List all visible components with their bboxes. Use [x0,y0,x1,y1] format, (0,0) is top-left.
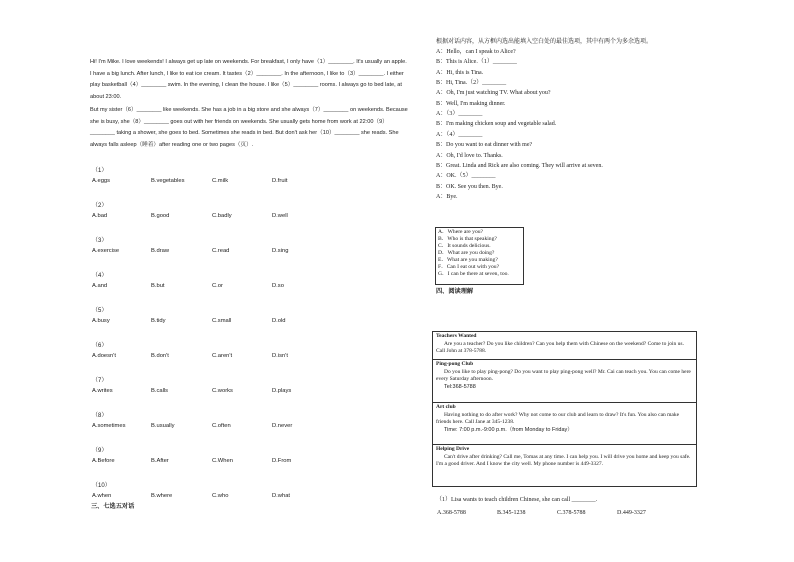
cloze-option[interactable]: D.never [272,423,293,429]
section-3-title: 三、七选五对话 [91,503,135,510]
dialogue-line: A：Hello，can I speak to Alice? [436,49,516,55]
ad-heading: Helping Drive [436,446,470,452]
dialogue-line: B：Hi, Tina.（2）________ [436,80,507,87]
section-4-title: 四、阅读理解 [436,288,474,295]
cloze-paragraph-2: But my sister（6）________ like weekends. She has a job in a big store and she always（7）________ on weekends. Because she is busy, she（8）________ goes out with her friends on weekends. She usually gets home from work at 22:00（9）________ taking a shower, she goes to bed. Sometimes she reads in bed. But don't ask her（10）________ she reads. She always falls asleep（睡着）after reading one or two pages（页）. [90,107,408,148]
ad-block [433,359,696,402]
dialogue-box-option: A．Where are you? [438,229,484,235]
cloze-option[interactable]: C.who [212,493,229,499]
dialogue-line: B：I'm making chicken soup and vegetable salad. [436,121,557,128]
reading-option[interactable]: B.345-1238 [497,510,526,516]
cloze-question-number: （9） [92,448,108,454]
ad-extra: Tel:368-5788 [444,383,476,390]
cloze-option[interactable]: C.milk [212,178,229,184]
cloze-option[interactable]: B.vegetables [151,178,185,184]
dialogue-box-option: G．I can be there at seven, too. [438,270,509,277]
cloze-option[interactable]: A.writes [92,388,113,394]
ad-block [433,402,696,444]
cloze-paragraph-1: Hi! I'm Mike. I love weekends! I always get up late on weekends. For breakfast, I only have（1）________. It's usually an apple. I have a big lunch. After lunch, I like to eat ice cream. It tastes（2）________. In the afternoon, I like to（3）________. I either play basketball（4）________ swim. In the evening, I clean the house. I like（5）________ rooms. I always go to bed late, at about 23:00. [90,59,407,100]
cloze-question-number: （10） [92,483,111,489]
cloze-option[interactable]: A.bad [92,213,108,219]
cloze-option[interactable]: D.isn't [272,353,288,359]
dialogue-line: A：OK.（5）________ [436,173,496,180]
dialogue-line: B：This is Alice.（1）________ [436,59,517,66]
cloze-option[interactable]: D.sing [272,248,289,254]
cloze-option[interactable]: C.badly [212,213,232,219]
ads-table [432,331,697,487]
cloze-option[interactable]: B.don't [151,353,169,359]
dialogue-line: B：Great. Linda and Rick are also coming. They will arrive at seven. [436,162,603,169]
cloze-question-number: （4） [92,273,108,279]
cloze-option[interactable]: C.aren't [212,353,233,359]
cloze-option[interactable]: A.busy [92,318,110,324]
cloze-option[interactable]: B.where [151,493,173,499]
dialogue-option-box [435,227,524,285]
ad-heading: Ping-pong Club [436,361,474,367]
cloze-option[interactable]: A.Before [92,458,115,464]
cloze-option[interactable]: D.From [272,458,292,464]
cloze-question-number: （1） [92,168,108,174]
dialogue-line: A：Bye. [436,193,458,200]
cloze-option[interactable]: C.or [212,283,223,289]
cloze-option[interactable]: B.tidy [151,318,166,324]
cloze-option[interactable]: A.exercise [92,248,120,254]
dialogue-line: B：Well, I'm making dinner. [436,100,506,107]
reading-option[interactable]: D.449-3327 [617,510,646,516]
cloze-option[interactable]: A.sometimes [92,423,126,429]
reading-question-stem: （1）Lisa wants to teach children Chinese, she can call ________. [436,497,598,503]
cloze-question-number: （6） [92,343,108,349]
ad-body: Are you a teacher? Do you like children? Can you help them with Chinese on the weekend? Come to join us. Call John at 378-5788. [436,340,684,355]
cloze-option[interactable]: C.often [212,423,231,429]
cloze-option[interactable]: D.what [272,493,291,499]
dialogue-instruction: 根据对话内容，从方框内选出能填入空白处的最佳选项，其中有两个为多余选项。 [436,39,653,45]
cloze-option[interactable]: C.When [212,458,233,464]
ad-extra: Time: 7:00 p.m.-9:00 p.m.（from Monday to Friday） [444,426,573,433]
dialogue-line: A：（4）________ [436,131,483,138]
cloze-option[interactable]: B.good [151,213,170,219]
cloze-question-number: （5） [92,308,108,314]
cloze-option[interactable]: B.After [151,458,169,464]
dialogue-line: B：Do you want to eat dinner with me? [436,142,533,149]
ad-body: Having nothing to do after work? Why not come to our club and learn to draw? It's fun. You also can make friends here. Call Jane at 345-1238. [436,411,680,426]
dialogue-box-option: D．What are you doing? [438,249,495,256]
cloze-option[interactable]: D.old [272,318,286,324]
dialogue-line: A：Oh, I'd love to. Thanks. [436,152,503,159]
dialogue-line: A：（3）________ [436,111,483,118]
cloze-option[interactable]: B.calls [151,388,169,394]
cloze-option[interactable]: C.read [212,248,230,254]
cloze-question-number: （3） [92,238,108,244]
cloze-question-number: （7） [92,378,108,384]
cloze-option[interactable]: B.draw [151,248,170,254]
ad-heading: Art club [436,404,456,410]
cloze-option[interactable]: D.so [272,283,284,289]
cloze-option[interactable]: B.usually [151,423,175,429]
ad-body: Do you like to play ping-pong? Do you want to play ping-pong well? Mr. Cai can teach you. You can come here every Saturday afternoon. [436,368,691,383]
cloze-option[interactable]: A.when [92,493,112,499]
reading-option[interactable]: C.378-5788 [557,510,586,516]
ad-heading: Teachers Wanted [436,333,477,339]
dialogue-line: A：Oh, I'm just watching TV. What about you? [436,90,551,97]
cloze-option[interactable]: B.but [151,283,165,289]
dialogue-box-option: F．Can I eat out with you? [438,263,500,270]
cloze-option[interactable]: A.and [92,283,108,289]
cloze-question-number: （2） [92,203,108,209]
cloze-option[interactable]: C.small [212,318,232,324]
dialogue-line: A：Hi, this is Tina. [436,69,484,76]
cloze-option[interactable]: C.works [212,388,233,394]
ad-block [433,444,696,488]
cloze-option[interactable]: D.fruit [272,178,288,184]
cloze-option[interactable]: A.doesn't [92,353,116,359]
dialogue-box-option: B．Who is that speaking? [438,235,497,242]
ad-block [433,332,696,359]
ad-body: Can't drive after drinking? Call me, Tomas at any time. I can help you. I will drive you home and keep you safe. I'm a good driver. And I know the city well. My phone number is 449-3327. [436,453,691,468]
cloze-option[interactable]: D.plays [272,388,292,394]
dialogue-box-option: E．What are you making? [438,256,498,263]
cloze-option[interactable]: A.eggs [92,178,111,184]
cloze-option[interactable]: D.well [272,213,288,219]
dialogue-box-option: C．It sounds delicious. [438,242,491,249]
cloze-question-number: （8） [92,413,108,419]
reading-option[interactable]: A.368-5788 [437,510,466,516]
dialogue-line: B：OK. See you then. Bye. [436,183,503,190]
